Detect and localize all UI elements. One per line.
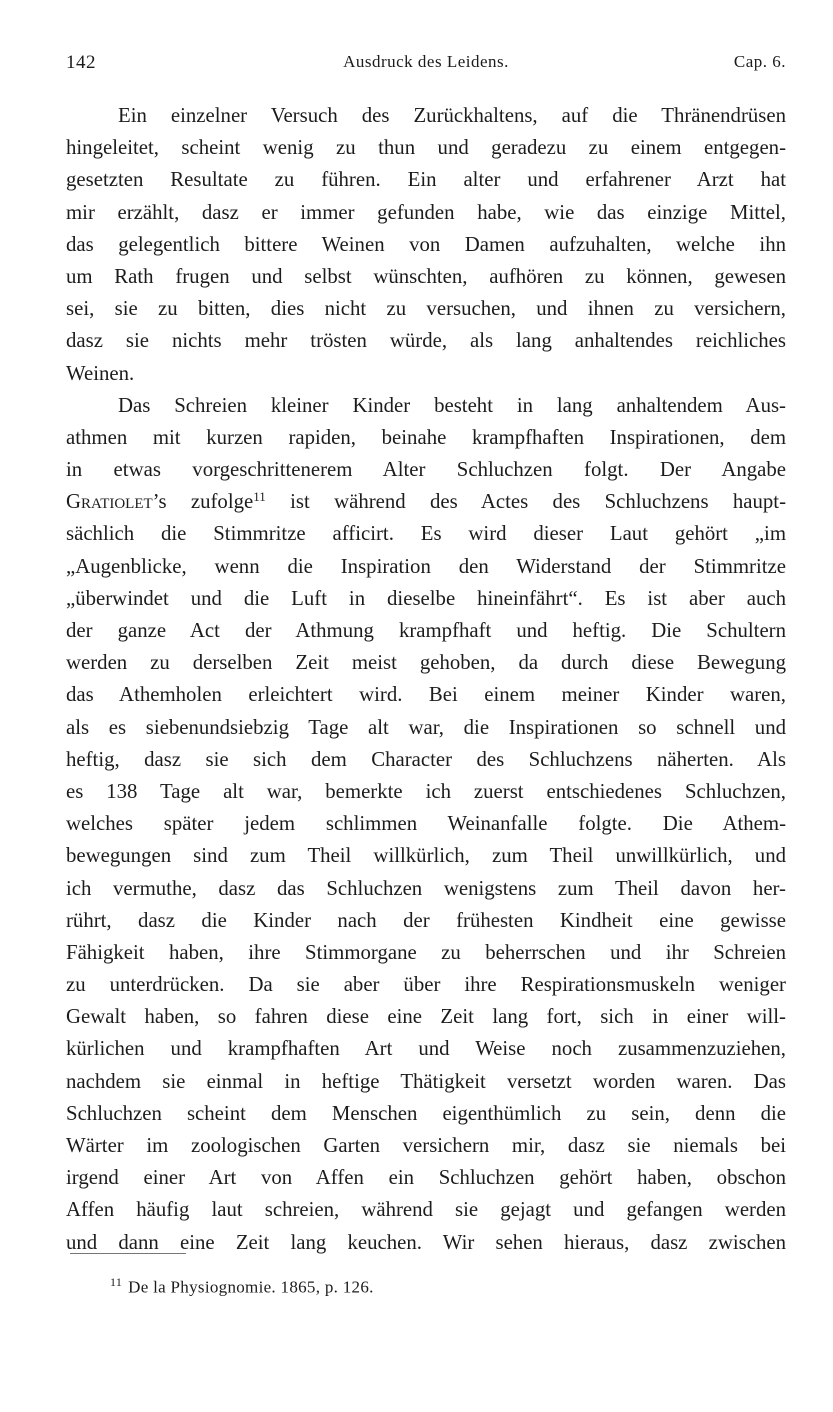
text-line: als es siebenundsiebzig Tage alt war, die Inspirationen so schnell und (66, 715, 786, 739)
text-line: in etwas vorgeschrittenerem Alter Schluchzen folgt. Der Angabe (66, 458, 786, 482)
text-line: hingeleitet, scheint wenig zu thun und geradezu zu einem entgegen- (66, 136, 786, 160)
text-fragment: ’s zufolge (152, 490, 254, 514)
paragraph-1 (66, 100, 786, 390)
text-line: Gewalt haben, so fahren diese eine Zeit lang fort, sich in einer will- (66, 1005, 786, 1029)
footnote-divider (70, 1253, 186, 1254)
text-line: Weinen. (66, 361, 135, 385)
text-line: ich vermuthe, dasz das Schluchzen wenigstens zum Theil davon her- (66, 876, 786, 900)
text-line (66, 486, 786, 518)
running-header (66, 52, 786, 82)
text-line: mir erzählt, dasz er immer gefunden habe, wie das einzige Mittel, (66, 200, 786, 224)
footnote-reference[interactable]: 11 (253, 489, 266, 505)
text-line: welches später jedem schlimmen Weinanfalle folgte. Die Athem- (66, 812, 786, 836)
text-line: Affen häufig laut schreien, während sie gejagt und gefangen werden (66, 1198, 786, 1222)
text-line: rührt, dasz die Kinder nach der frühesten Kindheit eine gewisse (66, 908, 786, 932)
text-line: irgend einer Art von Affen ein Schluchzen gehört haben, obschon (66, 1166, 786, 1190)
text-line: gesetzten Resultate zu führen. Ein alter und erfahrener Arzt hat (66, 168, 786, 192)
text-fragment: ist während des Actes des Schluchzens haupt- (290, 490, 786, 514)
body-text (66, 100, 786, 1259)
paragraph-2-lines (66, 518, 786, 1258)
text-line: nachdem sie einmal in heftige Thätigkeit versetzt worden waren. Das (66, 1069, 786, 1093)
text-line: Fähigkeit haben, ihre Stimmorgane zu beherrschen und ihr Schreien (66, 940, 786, 964)
text-line: „Augenblicke, wenn die Inspiration den Widerstand der Stimmritze (66, 554, 786, 578)
text-line: zu unterdrücken. Da sie aber über ihre Respirationsmuskeln weniger (66, 973, 786, 997)
text-line: athmen mit kurzen rapiden, beinahe krampfhaften Inspirationen, dem (66, 425, 786, 449)
text-line: der ganze Act der Athmung krampfhaft und heftig. Die Schultern (66, 619, 786, 642)
page-number: 142 (66, 52, 96, 73)
text-line: „überwindet und die Luft in dieselbe hineinfährt“. Es ist aber auch (66, 586, 786, 610)
running-title: Ausdruck des Leidens. (343, 52, 509, 71)
text-line: um Rath frugen und selbst wünschten, aufhören zu können, gewesen (66, 264, 786, 288)
text-line: sächlich die Stimmritze afficirt. Es wird dieser Laut gehört „im (66, 522, 786, 546)
footnote (110, 1275, 374, 1298)
text-line: dasz sie nichts mehr trösten würde, als lang anhaltendes reichliches (66, 329, 786, 353)
footnote-text: De la Physiognomie. 1865, p. 126. (128, 1277, 374, 1297)
text-line: Ein einzelner Versuch des Zurückhaltens, auf die Thränendrüsen (118, 104, 786, 127)
author-name: Gratiolet (66, 490, 153, 514)
footnote-number: 11 (110, 1275, 123, 1289)
text-line: heftig, dasz sie sich dem Character des Schluchzens näherten. Als (66, 747, 786, 771)
text-line: das Athemholen erleichtert wird. Bei einem meiner Kinder waren, (66, 683, 786, 707)
text-line: Das Schreien kleiner Kinder besteht in lang anhaltendem Aus- (118, 393, 786, 417)
text-line: Schluchzen scheint dem Menschen eigenthümlich zu sein, denn die (66, 1101, 786, 1125)
text-line: kürlichen und krampfhaften Art und Weise noch zusammenzuziehen, (66, 1037, 786, 1061)
text-line: werden zu derselben Zeit meist gehoben, da durch diese Bewegung (66, 651, 786, 675)
text-line: sei, sie zu bitten, dies nicht zu versuchen, und ihnen zu versichern, (66, 297, 786, 321)
text-line: und dann eine Zeit lang keuchen. Wir sehen hieraus, dasz zwischen (66, 1230, 786, 1254)
chapter-label: Cap. 6. (733, 52, 786, 71)
text-line: Wärter im zoologischen Garten versichern mir, dasz sie niemals bei (66, 1134, 786, 1157)
text-line: bewegungen sind zum Theil willkürlich, zum Theil unwillkürlich, und (66, 844, 786, 868)
text-line: es 138 Tage alt war, bemerkte ich zuerst entschiedenes Schluchzen, (66, 779, 786, 803)
paragraph-2 (66, 390, 786, 1259)
text-line: das gelegentlich bittere Weinen von Damen aufzuhalten, welche ihn (66, 232, 786, 256)
